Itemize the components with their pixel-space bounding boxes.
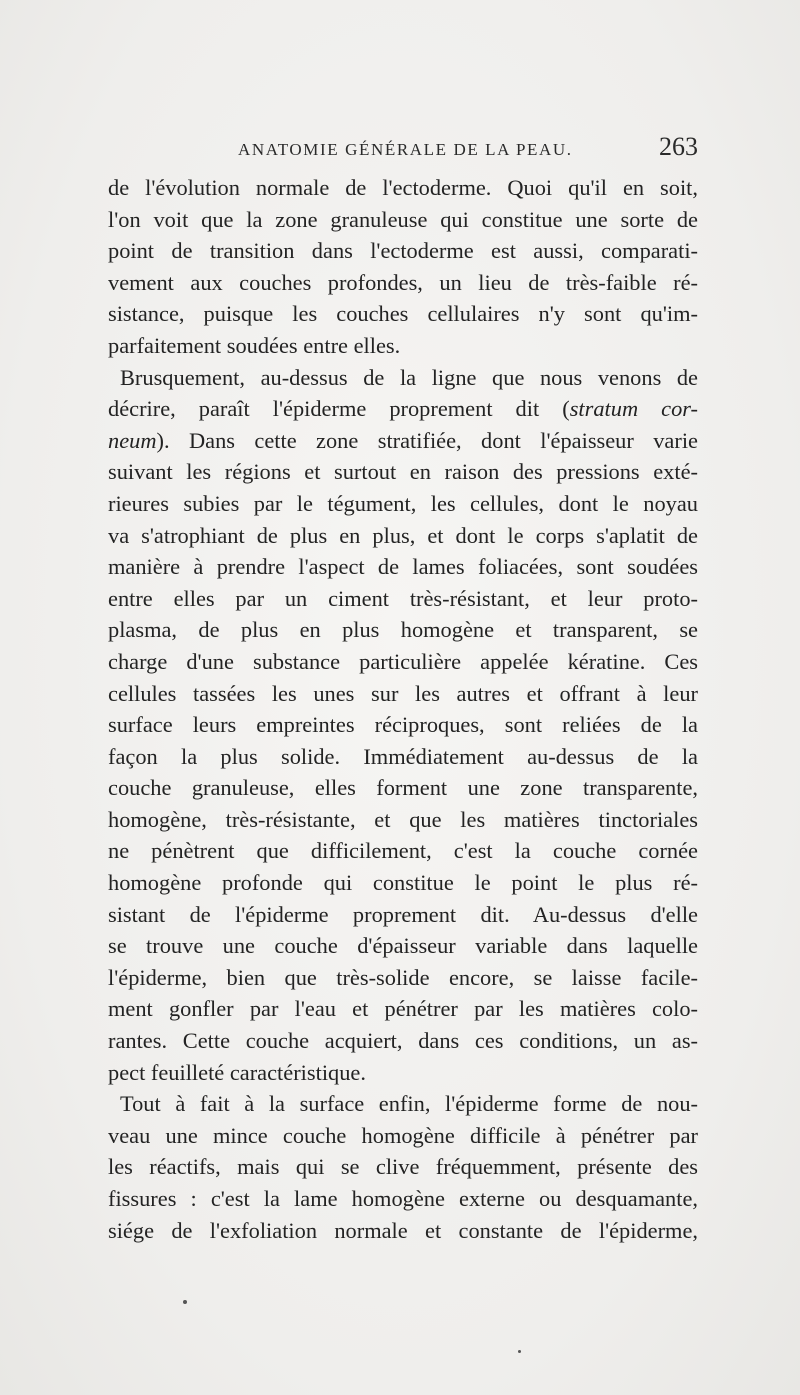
text-line: veau une mince couche homogène difficile à pénétrer par xyxy=(108,1122,698,1148)
text-line: point de transition dans l'ectoderme est aussi, comparati- xyxy=(108,238,698,264)
text-line: l'épiderme, bien que très-solide encore, se laisse facile- xyxy=(108,964,698,990)
text-line: ment gonfler par l'eau et pénétrer par les matières colo- xyxy=(108,996,698,1022)
text-line: entre elles par un ciment très-résistant, et leur proto- xyxy=(108,585,698,611)
text-line: ne pénètrent que difficilement, c'est la couche cornée xyxy=(108,838,698,864)
text-line: de l'évolution normale de l'ectoderme. Quoi qu'il en soit, xyxy=(108,175,698,200)
text-line: couche granuleuse, elles forment une zone transparente, xyxy=(108,775,698,801)
text-line: vement aux couches profondes, un lieu de très-faible ré- xyxy=(108,269,698,295)
text-line: Brusquement, au-dessus de la ligne que nous venons de xyxy=(120,364,698,390)
running-title: ANATOMIE GÉNÉRALE DE LA PEAU. xyxy=(238,140,573,159)
text-line: sistant de l'épiderme proprement dit. Au-dessus d'elle xyxy=(108,901,698,927)
latin-term: stratum cor- xyxy=(569,396,698,422)
page-header xyxy=(108,132,698,166)
text-line: rantes. Cette couche acquiert, dans ces conditions, un as- xyxy=(108,1028,698,1054)
paragraph-1 xyxy=(108,172,698,362)
page-number: 263 xyxy=(659,132,698,161)
text-line: plasma, de plus en plus homogène et transparent, se xyxy=(108,617,698,643)
text-line: va s'atrophiant de plus en plus, et dont le corps s'aplatit de xyxy=(108,522,698,548)
text-line: suivant les régions et surtout en raison des pressions exté- xyxy=(108,459,698,485)
text-line: les réactifs, mais qui se clive fréquemment, présente des xyxy=(108,1154,698,1180)
text-line xyxy=(108,425,698,457)
text-line: façon la plus solide. Immédiatement au-dessus de la xyxy=(108,743,698,769)
print-speck xyxy=(518,1350,521,1353)
text-run: ). Dans cette zone stratifiée, dont l'épaisseur varie xyxy=(156,427,698,453)
text-line: charge d'une substance particulière appelée kératine. Ces xyxy=(108,648,698,674)
text-line: Tout à fait à la surface enfin, l'épiderme forme de nou- xyxy=(120,1091,698,1117)
text-line: homogène, très-résistante, et que les matières tinctoriales xyxy=(108,806,698,832)
paragraph-3 xyxy=(108,1088,698,1246)
text-line: manière à prendre l'aspect de lames foliacées, sont soudées xyxy=(108,554,698,580)
text-line: homogène profonde qui constitue le point le plus ré- xyxy=(108,870,698,896)
text-line: se trouve une couche d'épaisseur variable dans laquelle xyxy=(108,933,698,959)
latin-term: neum xyxy=(108,427,157,453)
body-text xyxy=(108,172,698,1246)
text-line: pect feuilleté caractéristique. xyxy=(108,1059,366,1085)
print-speck xyxy=(183,1300,187,1304)
text-line: siége de l'exfoliation normale et constante de l'épiderme, xyxy=(108,1217,698,1243)
text-line: parfaitement soudées entre elles. xyxy=(108,332,401,358)
paragraph-2 xyxy=(108,362,698,1089)
text-line: l'on voit que la zone granuleuse qui constitue une sorte de xyxy=(108,206,698,232)
text-line: fissures : c'est la lame homogène externe ou desquamante, xyxy=(108,1186,698,1211)
text-run: décrire, paraît l'épiderme proprement dit ( xyxy=(108,396,570,422)
text-line xyxy=(108,393,698,425)
text-line: surface leurs empreintes réciproques, sont reliées de la xyxy=(108,712,698,738)
text-line: sistance, puisque les couches cellulaires n'y sont qu'im- xyxy=(108,301,698,327)
text-line: cellules tassées les unes sur les autres et offrant à leur xyxy=(108,680,698,706)
text-line: rieures subies par le tégument, les cellules, dont le noyau xyxy=(108,490,698,516)
